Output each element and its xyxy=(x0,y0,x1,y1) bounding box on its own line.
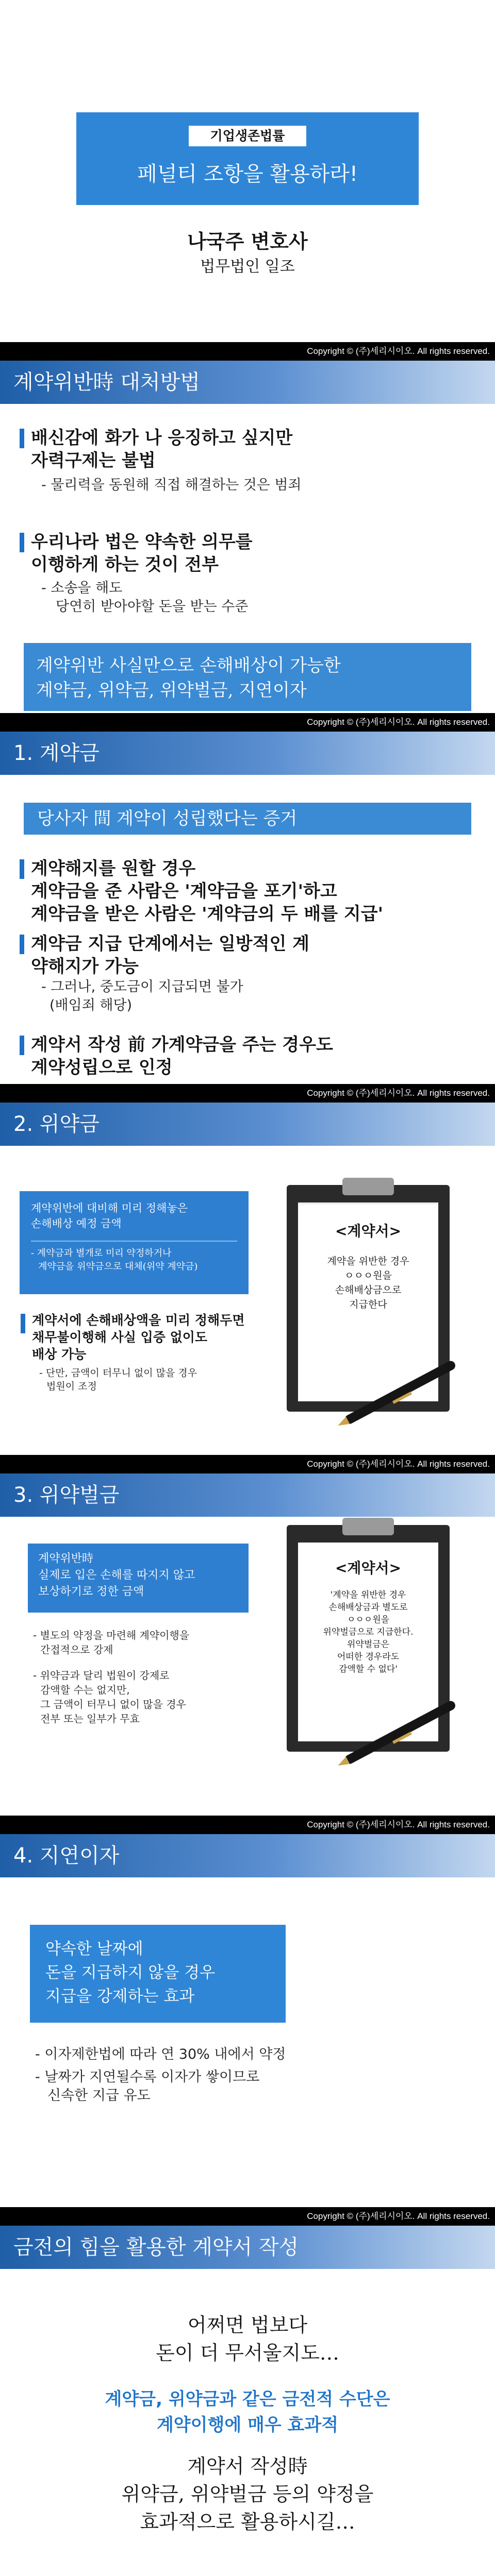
sub-law-scope: - 소송을 해도 당연히 받아야할 돈을 받는 수준 xyxy=(41,580,249,615)
sub-unilateral: - 그러나, 중도금이 지급되면 불가 (배임죄 해당) xyxy=(41,979,243,1013)
slide-penalty-fine xyxy=(0,1473,495,1834)
doc-body: 계약을 위반한 경우 ㅇㅇㅇ원을 손해배상금으로 지급한다 xyxy=(327,1256,409,1310)
sub-interest-cap: - 이자제한법에 따라 연 30% 내에서 약정 xyxy=(35,2046,286,2062)
doc-title: <계약서> xyxy=(335,1560,402,1577)
slide-deposit xyxy=(0,732,495,1103)
sub-self-help: - 물리력을 동원해 직접 해결하는 것은 범죄 xyxy=(41,477,302,493)
copyright: Copyright © (주)세리시이오. All rights reserved. xyxy=(0,342,495,361)
definition-box: 계약위반時 실제로 입은 손해를 따지지 않고 보상하기로 정한 금액 xyxy=(28,1544,249,1613)
bullet-self-help: 배신감에 화가 나 응징하고 싶지만 자력구제는 불법 xyxy=(31,428,293,471)
section-header: 금전의 힘을 활용한 계약서 작성 xyxy=(0,2226,495,2269)
slide-late-interest xyxy=(0,1834,495,2226)
doc-title: <계약서> xyxy=(335,1223,402,1240)
copyright: Copyright © (주)세리시이오. All rights reserved. xyxy=(0,713,495,732)
definition-box: 당사자 間 계약이 성립했다는 증거 xyxy=(24,803,471,835)
pen-icon xyxy=(335,1716,469,1777)
bullet-termination: 계약해지를 원할 경우 계약금을 준 사람은 '계약금을 포기'하고 계약금을 받은 사람은 '계약금의 두 배를 지급' xyxy=(31,858,384,924)
inner-box: - 계약금과 별개로 미리 약정하거나 계약금을 위약금으로 대체(위약 계약금) xyxy=(31,1241,237,1274)
copyright: Copyright © (주)세리시이오. All rights reserved. xyxy=(0,1816,495,1834)
section-header: 3. 위약벌금 xyxy=(0,1473,495,1517)
clip xyxy=(342,1178,394,1195)
conclusion-intro: 어쩌면 법보다 돈이 더 무서울지도… xyxy=(156,2314,339,2364)
slide-title xyxy=(0,0,495,361)
sub-court-adjust: - 단만, 금액이 터무니 없이 많을 경우 법원이 조정 xyxy=(39,1367,197,1392)
conclusion-highlight: 계약금, 위약금과 같은 금전적 수단은 계약이행에 매우 효과적 xyxy=(105,2389,390,2435)
title-banner xyxy=(76,112,419,205)
section-header: 1. 계약금 xyxy=(0,732,495,775)
pen-icon xyxy=(335,1376,469,1437)
copyright: Copyright © (주)세리시이오. All rights reserved. xyxy=(0,1455,495,1473)
clip xyxy=(342,1518,394,1535)
copyright: Copyright © (주)세리시이오. All rights reserved. xyxy=(0,2207,495,2226)
author-name: 나국주 변호사 xyxy=(187,230,308,253)
sub-indirect: - 별도의 약정을 마련해 계약이행을 간접적으로 강제 xyxy=(33,1629,190,1656)
law-firm: 법무법인 일조 xyxy=(200,258,295,276)
paper xyxy=(298,1202,438,1401)
bullet-provisional: 계약서 작성 前 가계약금을 주는 경우도 계약성립으로 인정 xyxy=(31,1035,333,1078)
bullet-pre-agreed: 계약서에 손해배상액을 미리 정해두면 채무불이행해 사실 입증 없이도 배상 가능 xyxy=(32,1313,245,1362)
section-header: 2. 위약금 xyxy=(0,1103,495,1146)
category-tag: 기업생존법률 xyxy=(189,126,306,146)
definition-box: 약속한 날짜에 돈을 지급하지 않을 경우 지급을 강제하는 효과 xyxy=(30,1925,286,2023)
bullet-unilateral: 계약금 지급 단계에서는 일방적인 계 약해지가 가능 xyxy=(31,934,310,977)
article-title: 페널티 조항을 활용하라! xyxy=(137,162,358,186)
paper-edge-mark xyxy=(298,1202,438,1205)
definition-box: 계약위반에 대비해 미리 정해놓은 손해배상 예정 금액 - 계약금과 별개로 미리 약정하거나 계약금을 위약금으로 대체(위약 계약금) xyxy=(20,1191,249,1294)
sub-prompt-payment: - 날짜가 지연될수록 이자가 쌓이므로 신속한 지급 유도 xyxy=(35,2069,260,2104)
doc-body: '계약을 위반한 경우 손해배상금과 별도로 ㅇㅇㅇ원을 위약벌금으로 지급한다. 위약벌금은 어떠한 경우라도 감액할 수 없다' xyxy=(323,1590,414,1674)
paper xyxy=(298,1543,438,1741)
conclusion-advice: 계약서 작성時 위약금, 위약벌금 등의 약정을 효과적으로 활용하시길… xyxy=(121,2455,374,2533)
slide-penalty xyxy=(0,1103,495,1473)
copyright: Copyright © (주)세리시이오. All rights reserved. xyxy=(0,1084,495,1103)
sub-no-reduction: - 위약금과 달리 법원이 강제로 감액할 수는 없지만, 그 금액이 터무니 없이 많을 경우 전부 또는 일부가 무효 xyxy=(33,1669,186,1725)
section-header: 4. 지연이자 xyxy=(0,1834,495,1877)
summary-box: 계약위반 사실만으로 손해배상이 가능한 계약금, 위약금, 위약벌금, 지연이자 xyxy=(24,643,471,711)
section-header: 계약위반時 대처방법 xyxy=(0,361,495,404)
bullet-law-scope: 우리나라 법은 약속한 의무를 이행하게 하는 것이 전부 xyxy=(31,532,253,575)
slide-conclusion xyxy=(0,2226,495,2576)
slide-breach-response xyxy=(0,361,495,732)
